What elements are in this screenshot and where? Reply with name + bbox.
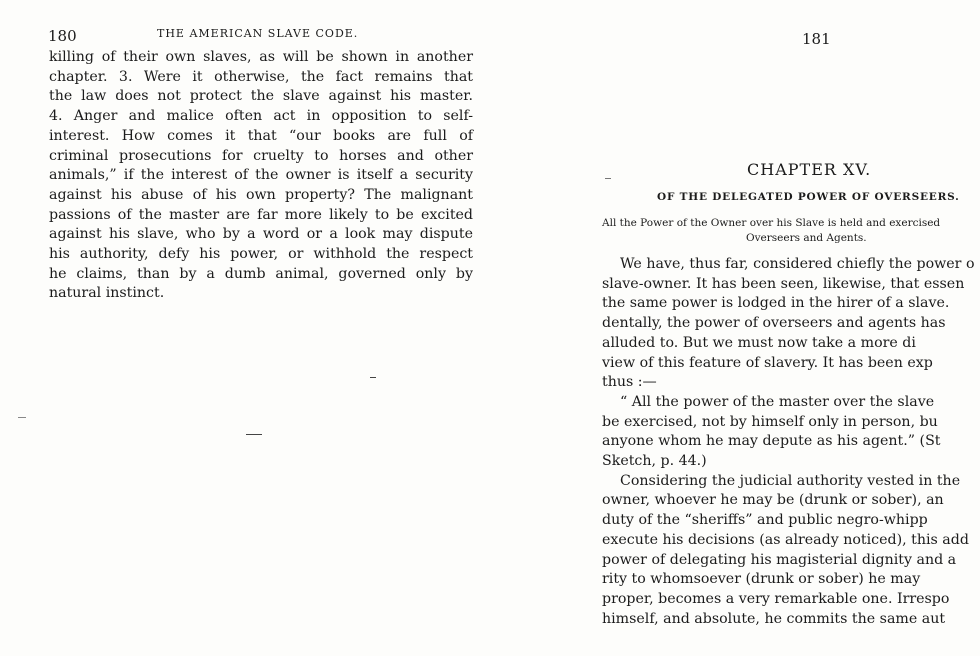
text-line: against his slave, who by a word or a look may dispute <box>49 226 473 243</box>
text-line: be exercised, not by himself only in person, bu <box>602 413 938 430</box>
text-line: owner, whoever he may be (drunk or sober), an <box>602 492 944 509</box>
left-page-number: 180 <box>48 27 77 45</box>
text-line: dentally, the power of overseers and agents has <box>602 315 946 332</box>
text-line: he claims, than by a dumb animal, governed only by <box>49 265 473 282</box>
text-line: slave-owner. It has been seen, likewise, that essen <box>602 275 965 292</box>
text-line: chapter. 3. Were it otherwise, the fact remains that <box>49 68 473 85</box>
text-line: execute his decisions (as already noticed), this add <box>602 531 969 548</box>
right-page-number: 181 <box>802 30 831 48</box>
text-line: criminal prosecutions for cruelty to horses and other <box>49 147 473 164</box>
chapter-title: CHAPTER XV. <box>747 160 872 179</box>
text-line: We have, thus far, considered chiefly the power o <box>620 256 975 272</box>
print-speck <box>605 178 611 179</box>
text-line: natural instinct. <box>49 285 165 302</box>
text-line: interest. How comes it that “our books are full of <box>49 127 473 144</box>
text-line: Sketch, p. 44.) <box>602 453 707 470</box>
right-page <box>520 0 980 656</box>
print-speck <box>246 434 262 435</box>
text-line: proper, becomes a very remarkable one. Irrespo <box>602 590 950 607</box>
print-speck <box>18 417 26 418</box>
chapter-summary <box>602 216 940 246</box>
text-line: against his abuse of his own property? The malignant <box>49 186 473 203</box>
text-line: the law does not protect the slave against his master. <box>49 88 473 105</box>
running-head: THE AMERICAN SLAVE CODE. <box>157 27 359 40</box>
summary-line: Overseers and Agents. <box>746 232 867 244</box>
text-line: his authority, defy his power, or withhold the respect <box>49 246 473 263</box>
text-line: animals,” if the interest of the owner is itself a security <box>49 167 473 184</box>
text-line: view of this feature of slavery. It has been exp <box>602 354 933 371</box>
text-line: passions of the master are far more likely to be excited <box>49 206 473 223</box>
text-line: thus :— <box>602 374 657 391</box>
text-line: rity to whomsoever (drunk or sober) he may <box>602 571 921 588</box>
text-line: the same power is lodged in the hirer of a slave. <box>602 295 950 312</box>
text-line: alluded to. But we must now take a more di <box>602 334 916 351</box>
text-line: killing of their own slaves, as will be shown in another <box>49 49 473 65</box>
chapter-subtitle: OF THE DELEGATED POWER OF OVERSEERS. <box>657 191 960 203</box>
text-line: himself, and absolute, he commits the same aut <box>602 610 946 627</box>
text-line: Considering the judicial authority vested in the <box>620 472 961 489</box>
left-body-text <box>49 48 473 304</box>
right-body-text <box>602 255 980 629</box>
text-line: anyone whom he may depute as his agent.” (St <box>602 433 941 450</box>
print-speck <box>370 377 376 378</box>
text-line: power of delegating his magisterial dignity and a <box>602 551 957 568</box>
text-line: 4. Anger and malice often act in opposition to self- <box>49 108 473 125</box>
summary-line: All the Power of the Owner over his Slave is held and exercised <box>602 217 941 229</box>
text-line: “ All the power of the master over the slave <box>620 393 935 410</box>
text-line: duty of the “sheriffs” and public negro-whipp <box>602 512 928 529</box>
